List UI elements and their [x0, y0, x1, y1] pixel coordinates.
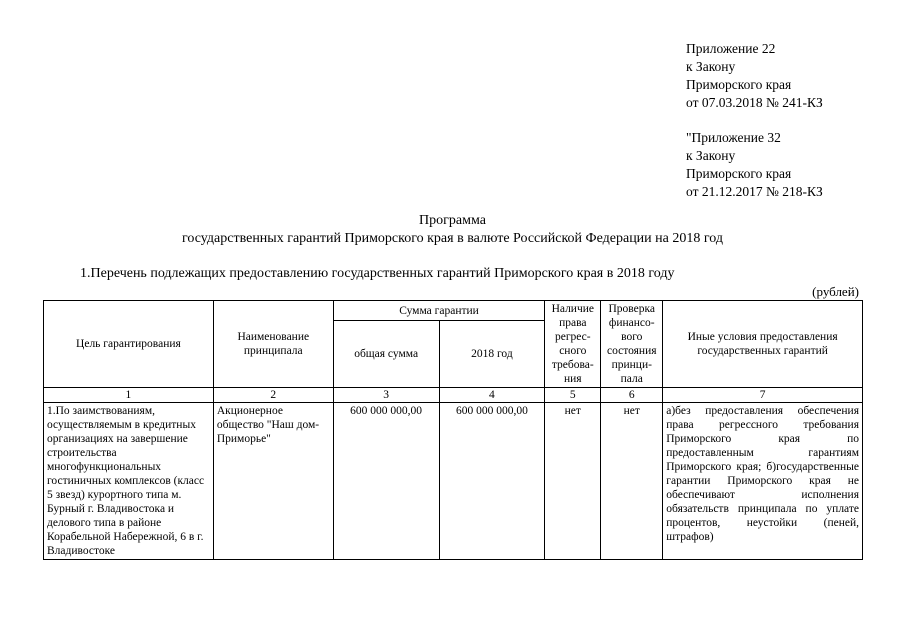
- column-number: 5: [545, 388, 601, 403]
- title-line-2: государственных гарантий Приморского края в валюте Российской Федерации на 2018 год: [182, 231, 723, 246]
- header-check: Проверка финансо-вого состояния принци-пала: [601, 301, 663, 388]
- cell-purpose: 1.По заимствованиям, осуществляемым в кредитных организациях на завершение строительства многофункциональных гостиничных комплексов (класс 5 звезд) курортного типа м. Бурный г. Владивостока и делового типа в районе Корабельной Набережной, 6 в г. Владивостоке: [44, 403, 214, 560]
- title-line-1: Программа: [419, 213, 486, 228]
- cell-check: нет: [601, 403, 663, 560]
- column-number: 3: [333, 388, 439, 403]
- cell-2018: 600 000 000,00: [439, 403, 545, 560]
- annex-32-line-3: Приморского края: [686, 166, 792, 181]
- column-number: 4: [439, 388, 545, 403]
- document-title: [0, 212, 905, 248]
- annex-32-line-2: к Закону: [686, 148, 736, 163]
- column-number: 7: [663, 388, 863, 403]
- header-sum-group: Сумма гарантии: [333, 301, 545, 321]
- annex-header: [686, 40, 823, 201]
- annex-22-line-2: к Закону: [686, 59, 736, 74]
- header-purpose: Цель гарантирования: [44, 301, 214, 388]
- column-numbers-row: [44, 388, 863, 403]
- cell-total: 600 000 000,00: [333, 403, 439, 560]
- cell-principal: Акционерное общество "Наш дом-Приморье": [213, 403, 333, 560]
- header-regress: Наличие права регрес-сного требова-ния: [545, 301, 601, 388]
- cell-regress: нет: [545, 403, 601, 560]
- header-2018: 2018 год: [439, 321, 545, 388]
- annex-32-line-1: "Приложение 32: [686, 130, 781, 145]
- annex-22-line-4: от 07.03.2018 № 241-КЗ: [686, 95, 823, 110]
- annex-32-line-4: от 21.12.2017 № 218-КЗ: [686, 184, 823, 199]
- annex-22-line-1: Приложение 22: [686, 41, 776, 56]
- header-total: общая сумма: [333, 321, 439, 388]
- annex-22-line-3: Приморского края: [686, 77, 792, 92]
- column-number: 2: [213, 388, 333, 403]
- header-row-1: [44, 301, 863, 321]
- header-principal: Наименование принципала: [213, 301, 333, 388]
- header-gap: [686, 112, 823, 129]
- table-row: [44, 403, 863, 560]
- header-conditions: Иные условия предоставления государственных гарантий: [663, 301, 863, 388]
- section-title: 1.Перечень подлежащих предоставлению государственных гарантий Приморского края в 2018 году: [80, 266, 675, 281]
- cell-conditions: а)без предоставления обеспечения права регрессного требования Приморского края по предоставленным гарантиям Приморского края; б)государственные гарантии Приморского края не обеспечивают исполнения обязательств принципала по уплате процентов, неустойки (пеней, штрафов): [663, 403, 863, 560]
- units-label: (рублей): [812, 284, 859, 299]
- column-number: 1: [44, 388, 214, 403]
- guarantees-table: [43, 300, 863, 560]
- column-number: 6: [601, 388, 663, 403]
